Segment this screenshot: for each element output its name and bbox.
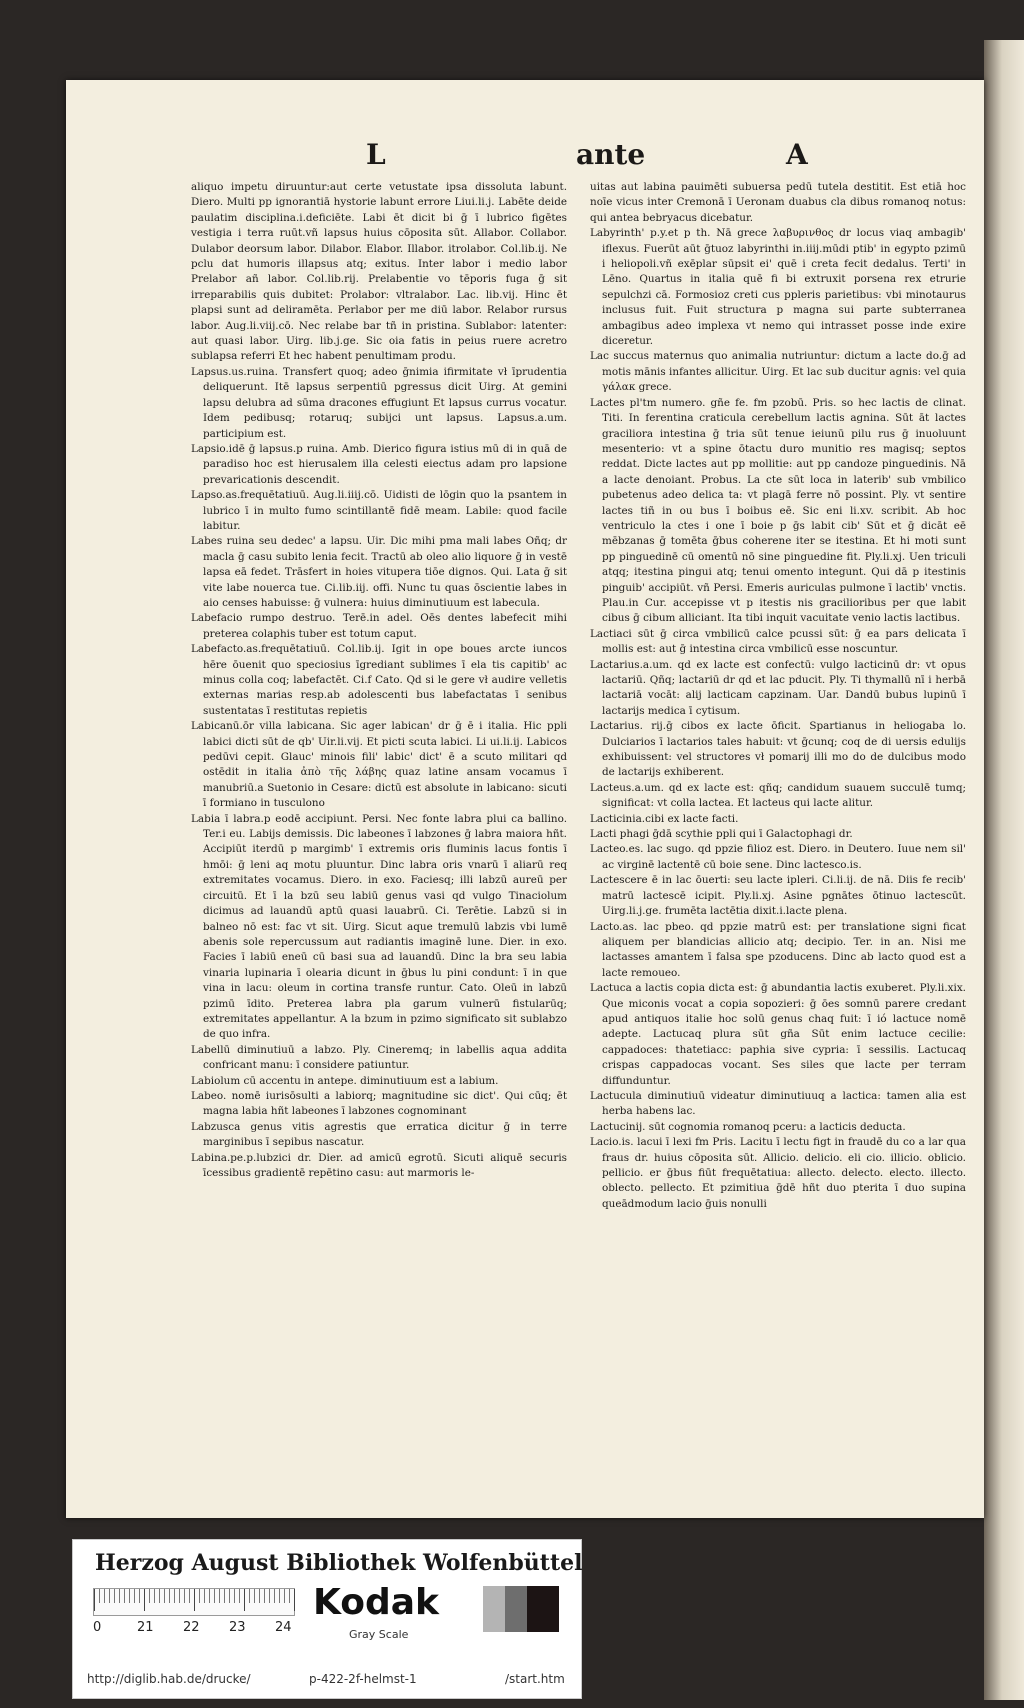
ruler-tick — [209, 1589, 210, 1603]
text-entry: Lactescere ē in lac ōuerti: seu lacte ipleri. Ci.li.ij. de nā. Diis fe recib' matrū lactescē icipit. Ply.li.xj. Asine pgnātes ōtinuo lactescūt. Uirg.li.j.ge. frumēta lactētia dixit.i.lacte plena. — [590, 874, 966, 918]
text-entry: uitas aut labina pauimēti subuersa pedū tutela destitit. Est etiā hoc noīe vicus inter Cremonā ī Ueronam duabus cla dibus romanoq notus: qui antea bebryacus dicebatur. — [590, 181, 966, 224]
text-entry: Labeo. nomē iurisōsulti a labiorq; magnitudine sic dict'. Qui cūq; ēt magna labia hñt labeones ī labzones cognominant — [191, 1089, 567, 1118]
text-entry: Lactes pl'tm numero. gñe fe. fm pzobū. Pris. so hec lactis de clinat. Titi. In ferentina craticula cerebellum lactis agnina. Sūt āt lactes graciliora intestina ḡ tria sūt tenue ieiunū pilu rus ḡ inuoluunt mesenterio: vt a spine ōtactu duro munitio res magisq; septos reddat. Dicte lactes aut pp mollitie: aut pp candoze pinguedinis. Nā a lacte denoiant. Probus. La cte sūt loca in laterib' sub vmbilico pubetenus adeo delica ta: vt plagā ferre nō possint. Ply. vt sentire lactes tiñ in ou bus ī boibus eē. Sic eni li.xv. scribit. Ab hoc ventriculo la ctes i one ī boie p ḡs labit cib' Sūt et ḡ dicāt eē mēbzanas ḡ tomēta ḡbus coherene iter se itestina. Et hi moti sunt pp pinguedinē cū omentū nō sine pinguedine fit. Ply.li.xj. Uen triculi atqq; itestina pingui atq; tenui omento integunt. Qui dā p itestinis pinguib' accipiūt. vñ Persi. Emeris auriculas pulmone ī lactib' vnctis. Plau.in Cur. accepisse vt p itestis nis gracilioribus per que labit cibus ḡ cibum alliciant. Ita tibi inquit vacuitate venio lactis lactibus. — [590, 396, 966, 625]
ruler-tick — [174, 1589, 175, 1603]
ruler-tick — [239, 1589, 240, 1603]
text-entry: Lacteo.es. lac sugo. qd ppzie filioz est. Diero. in Deutero. Iuue nem sil' ac virginē lactentē cū boie sene. Dinc lactesco.is. — [590, 843, 966, 871]
gray-scale-swatches — [483, 1586, 563, 1632]
gray-swatch — [527, 1586, 559, 1632]
ruler-tick — [269, 1589, 270, 1603]
ruler-tick — [114, 1589, 115, 1603]
ruler-tick — [139, 1589, 140, 1603]
ruler-tick — [294, 1589, 295, 1611]
text-entry: Labefacto.as.frequētatiuū. Col.lib.ij. Igit in ope boues arcte iuncos hēre ōuenit quo speciosius īgrediant sublimes ī ela tis capitib' ac minus colla coq; labefactēt. Ci.f Cato. Qd si le gere vł audire velletis externas marias resp.ab adolescenti bus labefactatas ī senibus sustentatas ī restitutas repietis — [191, 643, 567, 717]
text-entry: Lapso.as.frequētatiuū. Aug.li.iiij.cō. Uidisti de lōgin quo la psantem in lubrico ī in multo fumo scintillantē fidē meam. Labile: quod facile labitur. — [191, 489, 567, 532]
ruler-tick — [169, 1589, 170, 1603]
kodak-logo: Kodak — [313, 1582, 439, 1623]
text-entry: aliquo impetu diruuntur:aut certe vetustate ipsa dissoluta labunt. Diero. Multi pp ignorantiā hystorie labunt errore Liui.li.j. Labēte deide paulatim disciplina.i.deficiēte. Labi ēt dicit bi ḡ ī lubrico figētes vestigia i terra ruūt.vñ lapsus huius cōposita sūt. Allabor. Collabor. Dulabor deorsum labor. Dilabor. Elabor. Illabor. itrolabor. Col.lib.ij. Ne pclu dat humoris illapsus atq; exitus. Inter labor i medio labor Prelabor añ labor. Col.lib.rij. Prelabentie vo tēporis fuga ḡ sit irreparabilis quis dubitet: Prolabor: vltralabor. Lac. lib.vij. Hinc ēt plapsi sunt ad deliramēta. Perlabor per me diū labor. Relabor rursus labor. Aug.li.viij.cō. Nec relabe bar tñ in pristina. Sublabor: latenter: aut quasi labor. Uirg. lib.j.ge. Sic oia fatis in peius ruere acretro sublapsa referri Et hec habent penultimam produ. — [191, 181, 567, 363]
text-entry: Lactarius.a.um. qd ex lacte est confectū: vulgo lacticinū dr: vt opus lactariū. Qñq; lactariū dr qd et lac pducit. Ply. Ti thymallū nī i herbā lactariā vocāt: alij lacticam capzinam. Uar. Dandū bubus lupinū ī lactarijs medica ī cytisum. — [590, 658, 966, 717]
left-text-column — [191, 180, 567, 1181]
adjacent-page-edge — [984, 40, 1024, 1700]
ruler-tick — [234, 1589, 235, 1603]
ruler-tick — [194, 1589, 195, 1611]
ruler-tick — [134, 1589, 135, 1603]
ruler-tick — [264, 1589, 265, 1603]
header-right-letter: A — [786, 138, 808, 171]
ruler-tick — [229, 1589, 230, 1603]
gray-swatch — [483, 1586, 505, 1632]
text-entry: Lactuca a lactis copia dicta est: ḡ abundantia lactis exuberet. Ply.li.xix. Que miconis vocat a copia sopozieri: ḡ ōes somnū parere credant apud antiquos italie hoc solū genus chaq fuit: ī ió lactuce nomē adepte. Lactucaq plura sūt gña Sūt enim lactuce cecilie: cappadoces: thatetiacc: paphia sive cypria: ī sessilis. Lactucaq crispas cappadocas vocant. Ses siles que lacte per terram diffunduntur. — [590, 982, 966, 1087]
gray-scale-label: Gray Scale — [349, 1628, 409, 1641]
ruler-tick — [204, 1589, 205, 1603]
text-entry: Lacti phagi ḡdā scythie ppli qui ī Galactophagi dr. — [590, 828, 853, 841]
text-entry: Labina.pe.p.lubzici dr. Dier. ad amicū egrotū. Sicuti aliquē securis īcessibus gradientē repētino casu: aut marmoris le- — [191, 1151, 567, 1179]
ruler-tick — [244, 1589, 245, 1611]
scale-ruler — [93, 1588, 295, 1616]
right-text-column — [590, 180, 966, 1212]
ruler-tick — [144, 1589, 145, 1611]
text-entry: Lacteus.a.um. qd ex lacte est: qñq; candidum suauem succulē tumq; significat: vt colla lactea. Et lacteus qui lacte alitur. — [590, 781, 966, 810]
ruler-tick — [254, 1589, 255, 1603]
ruler-tick — [119, 1589, 120, 1603]
text-entry: Lacto.as. lac pbeo. qd ppzie matrū est: per translatione signi ficat aliquem per blandicias allicio atq; decipio. Ter. in an. Nisi me lactasses amantem ī falsa spe pzoducens. Dinc ab lacto quod est a lacte remoueo. — [590, 920, 966, 979]
digital-library-url: http://diglib.hab.de/drucke/ — [87, 1672, 251, 1686]
ruler-tick — [154, 1589, 155, 1603]
ruler-label: 0 — [93, 1620, 102, 1635]
ruler-tick — [189, 1589, 190, 1603]
ruler-tick — [129, 1589, 130, 1603]
ruler-label: 22 — [183, 1620, 200, 1635]
ruler-tick — [104, 1589, 105, 1603]
ruler-tick — [289, 1589, 290, 1603]
ruler-tick — [274, 1589, 275, 1603]
start-link: /start.htm — [505, 1672, 565, 1686]
ruler-tick — [109, 1589, 110, 1603]
library-color-card — [72, 1539, 582, 1699]
text-entry: Lactarius. rij.ḡ cibos ex lacte ōficit. Spartianus in heliogaba lo. Dulciarios ī lactarios tales habuit: vt ḡcunq; coq de di uersis edulijs exhibuissent: vel structores vł pomarij illi mo do de dulcibus modo de lactarijs exhiberent. — [590, 720, 966, 779]
text-entry: Lapsio.idē ḡ lapsus.p ruina. Amb. Dierico figura istius mū di in quā de paradiso hoc est hierusalem illa celesti eiectus adam pro lapsione prevaricationis descendit. — [191, 442, 567, 486]
ruler-tick — [124, 1589, 125, 1603]
text-entry: Lacticinia.cibi ex lacte facti. — [590, 812, 739, 825]
text-entry: Labiolum cū accentu in antepe. diminutiuum est a labium. — [191, 1074, 499, 1087]
text-entry: Labefacio rumpo destruo. Terē.in adel. Oēs dentes labefecit mihi preterea colaphis tuber est totum caput. — [191, 612, 567, 640]
ruler-label: 23 — [229, 1620, 246, 1635]
header-catchword: ante — [576, 138, 646, 171]
ruler-tick — [279, 1589, 280, 1603]
text-entry: Labyrinth' p.y.et p th. Nā grece λαβυρινθος dr locus viaq ambagib' iflexus. Fuerūt aūt ḡtuoz labyrinthi in.iiij.mūdi ptib' in egypto pzimū i heliopoli.vñ exēplar sūpsit ei' quē i creta fecit dedalus. Terti' in Lēno. Quartus in italia quē fi bi extruxit porsena rex etrurie sepulchzi cā. Formosioz creti cus ppleris parietibus: vbi minotaurus inclusus fuit. Fuit structura p magna sui parte subterranea ambagibus adeo implexa vt nemo qui intrasset posse inde exire diceretur. — [590, 227, 966, 348]
text-entry: Labes ruina seu dedec' a lapsu. Uir. Dic mihi pma mali labes Oñq; dr macla ḡ casu subito lenia fecit. Tractū ab oleo alio liquore ḡ in vestē lapsa eā fedet. Trāsfert in hoies vitupera tiōe dignos. Qui. Lata ḡ sit vite labe nouerca tue. Ci.lib.iij. offi. Nunc tu quas ōscientie labes in aio censes habuisse: ḡ vulnera: huius diminutiuum est labecula. — [191, 535, 567, 609]
text-entry: Lactiaci sūt ḡ circa vmbilicū calce pcussi sūt: ḡ ea pars delicata ī mollis est: aut ḡ intestina circa vmbilicū esse noscuntur. — [590, 627, 966, 656]
ruler-tick — [214, 1589, 215, 1603]
text-entry: Labellū diminutiuū a labzo. Ply. Cineremq; in labellis aqua addita confricant manu: ī considere patiuntur. — [191, 1043, 567, 1072]
text-entry: Lapsus.us.ruina. Transfert quoq; adeo ḡnimia ifirmitate vł īprudentia deliquerunt. Itē lapsus serpentiū pgressus dicit Uirg. At gemini lapsu delubra ad sūma dracones effugiunt Et lapsus currus vocatur. Idem pedibusq; rotaruq; subijci unt lapsus. Lapsus.a.um. participium est. — [191, 365, 567, 440]
shelfmark: p-422-2f-helmst-1 — [309, 1672, 417, 1686]
text-entry: Lacio.is. lacui ī lexi fm Pris. Lacitu ī lectu figt in fraudē du co a lar qua fraus dr. huius cōposita sūt. Allicio. delicio. eli cio. illicio. oblicio. pellicio. er ḡbus fiūt frequētatiua: allecto. delecto. electo. illecto. oblecto. pellecto. Et pzimitiua ḡdē hñt duo pterita ī duo supina queādmodum lacio ḡuis nonulli — [590, 1136, 966, 1210]
ruler-tick — [164, 1589, 165, 1603]
ruler-tick — [219, 1589, 220, 1603]
page-header — [66, 138, 984, 178]
ruler-tick — [159, 1589, 160, 1603]
book-page — [66, 80, 984, 1518]
ruler-tick — [199, 1589, 200, 1603]
ruler-tick — [149, 1589, 150, 1603]
ruler-label: 21 — [137, 1620, 154, 1635]
card-footer — [73, 1668, 581, 1690]
ruler-tick — [94, 1589, 95, 1611]
text-entry: Lac succus maternus quo animalia nutriuntur: dictum a lacte do.ḡ ad motis mānis infantes allicitur. Uirg. Et lac sub ducitur agnis: vel quia γάλακ grece. — [590, 350, 966, 394]
ruler-tick — [284, 1589, 285, 1603]
ruler-label: 24 — [275, 1620, 292, 1635]
ruler-tick — [179, 1589, 180, 1603]
header-left-letter: L — [366, 138, 386, 171]
ruler-labels — [87, 1620, 317, 1638]
text-entry: Labicanū.ōr villa labicana. Sic ager labican' dr ḡ ē i italia. Hic ppli labici dicti sūt de qb' Uir.li.vij. Et picti scuta labici. Li ui.li.ij. Labicos pedūvi cepit. Glauc' minois fili' labic' dict' ē a scuto militari qd ostēdit in italia ἀπὸ τῆς λάβης quaz latine ansam vocamus ī manubriū.a Suetonio in Cesare: dictū est absolute in labicano: sicuti ī formiano in tusculono — [191, 720, 567, 810]
text-entry: Labzusca genus vitis agrestis que erratica dicitur ḡ in terre marginibus ī sepibus nascatur. — [191, 1120, 567, 1149]
text-entry: Lactucula diminutiuū videatur diminutiuuq a lactica: tamen alia est herba habens lac. — [590, 1089, 966, 1118]
ruler-tick — [99, 1589, 100, 1603]
ruler-tick — [184, 1589, 185, 1603]
gray-swatch — [505, 1586, 527, 1632]
text-entry: Labia ī labra.p eodē accipiunt. Persi. Nec fonte labra plui ca ballino. Ter.i eu. Labijs demissis. Dic labeones ī labzones ḡ labra maiora hñt. Accipiūt iterdū p margimb' ī extremis oris fluminis lacus fontis ī hmōi: ḡ leni aq motu pluuntur. Dinc labra oris vnarū ī aliarū req extremitates vocamus. Diero. in exo. Faciesq; illi labzū aureū per circuitū. Et ī la bzū seu labiū genus vasi qd vulgo Tinaciolum dicimus ad lauandū aptū quasi lauabrū. Ci. Terētie. Labzū si in balneo nō est: fac vt sit. Uirg. Sicut aque tremulū labzis vbi lumē abenis sole repercussum aut radiantis imaginē lune. Dier. in exo. Facies ī labiū eneū cū basi sua ad lauandū. Dinc la bra seu labia vinaria lupinaria ī olearia dicunt in ḡbus lu pini condunt: ī in que vina in lacu: oleum in cortina transfe runtur. Cato. Oleū in labzū pzimū īdito. Preterea labra pla garum vulnerū fistularūq; extremitates appellantur. A la bzum in pzimo significato sit sublabzo de quo infra. — [191, 812, 567, 1041]
ruler-tick — [224, 1589, 225, 1603]
ruler-tick — [259, 1589, 260, 1603]
ruler-tick — [249, 1589, 250, 1603]
library-name: Herzog August Bibliothek Wolfenbüttel — [95, 1550, 583, 1576]
text-entry: Lactucinij. sūt cognomia romanoq pceru: a lacticis deducta. — [590, 1120, 906, 1133]
